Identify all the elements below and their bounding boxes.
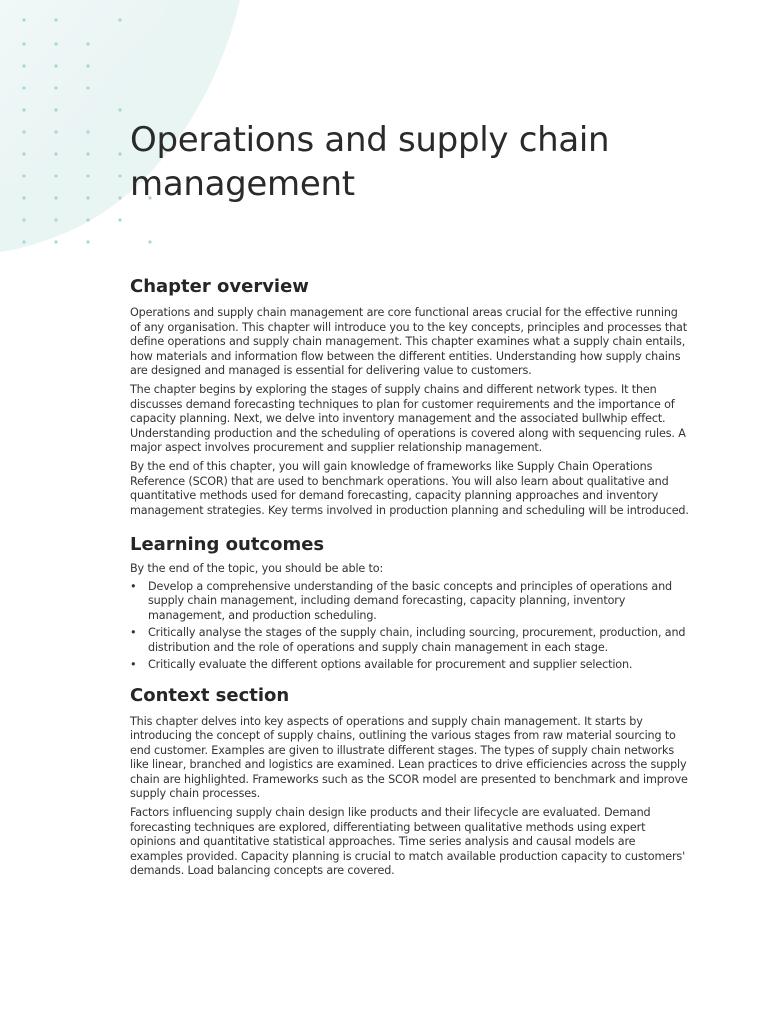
list-item bbox=[130, 580, 690, 624]
list-item bbox=[130, 658, 690, 673]
context-section-heading: Context section bbox=[130, 684, 290, 706]
context-section-paragraph: Factors influencing supply chain design like products and their lifecycle are evaluated. Demand forecasting techniques are explored, differentiating between qualitative methods using expert opinions and quantitative statistical approaches. Time series analysis and causal models are examples provided. Capacity planning is crucial to match available production capacity to customers' demands. Load balancing concepts are covered. bbox=[130, 806, 685, 877]
learning-outcomes-heading: Learning outcomes bbox=[130, 534, 325, 555]
page-title-line-2: management bbox=[130, 164, 355, 204]
learning-outcomes-intro: By the end of the topic, you should be able to: bbox=[130, 562, 384, 575]
list-item bbox=[130, 626, 690, 655]
bullet-icon: • bbox=[130, 626, 137, 639]
document-page bbox=[130, 118, 690, 879]
list-item-text: Critically evaluate the different options available for procurement and supplier selection. bbox=[148, 658, 633, 671]
context-section-body bbox=[130, 715, 690, 879]
chapter-overview-heading: Chapter overview bbox=[130, 276, 309, 297]
chapter-overview-body bbox=[130, 306, 690, 518]
page-title-line-1: Operations and supply chain bbox=[130, 120, 610, 160]
chapter-overview-paragraph: By the end of this chapter, you will gain knowledge of frameworks like Supply Chain Operations Reference (SCOR) that are used to benchmark operations. You will also learn about qualitative and quantitative methods used for demand forecasting, capacity planning approaches and inventory management strategies. Key terms involved in production planning and scheduling will be introduced. bbox=[130, 460, 689, 517]
learning-outcomes-list bbox=[130, 580, 690, 673]
chapter-overview-paragraph: The chapter begins by exploring the stages of supply chains and different network types. It then discusses demand forecasting techniques to plan for customer requirements and the importance of capacity planning. Next, we delve into inventory management and the associated bullwhip effect. Understanding production and the scheduling of operations is covered along with sequencing rules. A major aspect involves procurement and supplier relationship management. bbox=[130, 383, 686, 454]
bullet-icon: • bbox=[130, 579, 137, 593]
list-item-text: Critically analyse the stages of the supply chain, including sourcing, procurement, production, and distribution and the role of operations and supply chain management in each stage. bbox=[148, 626, 686, 654]
context-section-paragraph: This chapter delves into key aspects of operations and supply chain management. It starts by introducing the concept of supply chains, outlining the various stages from raw material sourcing to end customer. Examples are given to illustrate different stages. The types of supply chain networks like linear, branched and logistics are examined. Lean practices to drive efficiencies across the supply chain are highlighted. Frameworks such as the SCOR model are presented to benchmark and improve supply chain processes. bbox=[130, 714, 688, 800]
bullet-icon: • bbox=[130, 658, 137, 671]
chapter-overview-paragraph: Operations and supply chain management are core functional areas crucial for the effective running of any organisation. This chapter will introduce you to the key concepts, principles and processes that define operations and supply chain management. This chapter examines what a supply chain entails, how materials and information flow between the different entities. Understanding how supply chains are designed and managed is essential for delivering value to customers. bbox=[130, 306, 688, 377]
page-title bbox=[130, 118, 690, 206]
list-item-text: Develop a comprehensive understanding of the basic concepts and principles of operations and supply chain management, including demand forecasting, capacity planning, inventory management, and production scheduling. bbox=[148, 579, 672, 622]
